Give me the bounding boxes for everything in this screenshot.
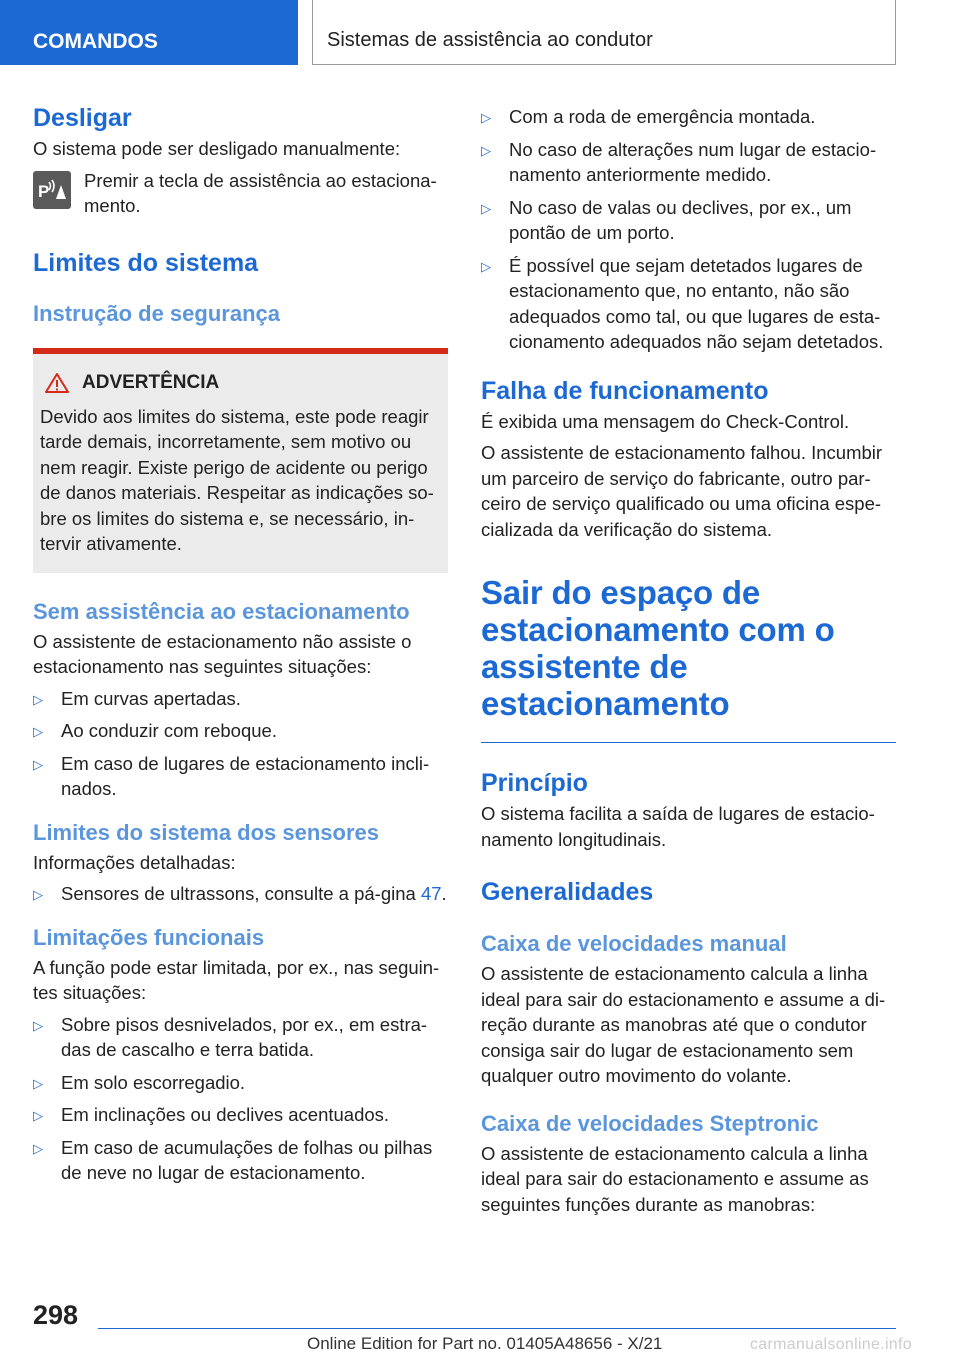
- falha-text-1: É exibida uma mensagem do Check-Control.: [481, 410, 850, 432]
- bullet-triangle-icon: ▷: [481, 142, 491, 158]
- list-item: ▷ Sensores de ultrassons, consulte a pá-gina 47.: [33, 881, 448, 907]
- list-item: ▷ Em curvas apertadas.: [33, 686, 448, 712]
- list-item: ▷ No caso de alterações num lugar de estacio-namento anteriormente medido.: [481, 138, 877, 185]
- page-number: 298: [33, 1300, 79, 1330]
- heading-caixa-steptronic: Caixa de velocidades Steptronic: [481, 1110, 819, 1136]
- bullet-triangle-icon: ▷: [481, 200, 491, 216]
- sem-assistencia-list: [33, 686, 448, 802]
- manual-text: O assistente de estacionamento calcula a linha ideal para sair do estacionamento e assume a di-reção durante as manobras até que o condutor consiga sair do lugar de estacionamento sem qualquer outro movimento do volante.: [481, 963, 886, 1086]
- header-chapter-label: Sistemas de assistência ao condutor: [327, 29, 653, 51]
- list-item: ▷ Em inclinações ou declives acentuados.: [33, 1102, 448, 1128]
- warning-box: [33, 348, 448, 573]
- warning-label: ADVERTÊNCIA: [82, 371, 220, 393]
- principio-text: O sistema facilita a saída de lugares de estacio-namento longitudinais.: [481, 803, 875, 850]
- list-item: ▷ No caso de valas ou declives, por ex., um pontão de um porto.: [481, 196, 852, 243]
- heading-sem-assistencia: Sem assistência ao estacionamento: [33, 598, 410, 624]
- heading-instrucao-seguranca: Instrução de segurança: [33, 300, 280, 326]
- warning-title: [44, 372, 440, 394]
- desligar-button-row: [33, 168, 448, 219]
- bullet-triangle-icon: ▷: [33, 724, 43, 739]
- bullet-triangle-icon: ▷: [33, 887, 43, 902]
- park-assist-button-icon: [33, 171, 71, 209]
- warning-text: Devido aos limites do sistema, este pode reagir tarde demais, incorretamente, sem motivo ou nem reagir. Existe perigo de acidente ou perigo de danos materiais. Respeitar as indicações so-bre os limites do sistema e, se necessário, in-tervir ativamente.: [40, 405, 434, 554]
- heading-limites-sensores: Limites do sistema dos sensores: [33, 819, 380, 845]
- bullet-triangle-icon: ▷: [33, 756, 43, 772]
- heading-caixa-manual: Caixa de velocidades manual: [481, 931, 787, 956]
- limitacoes-list: [33, 1012, 448, 1186]
- footer-edition: Online Edition for Part no. 01405A48656 - X/21: [307, 1334, 663, 1353]
- bullet-triangle-icon: ▷: [33, 1108, 43, 1123]
- bullet-triangle-icon: ▷: [481, 258, 491, 274]
- heading-principio: Princípio: [481, 769, 588, 797]
- warning-triangle-icon: [44, 372, 70, 394]
- falha-text-2: O assistente de estacionamento falhou. Incumbir um parceiro de serviço do fabricante, outro par-ceiro de serviço qualificado ou uma oficina espe-cializada da verificação do sistema.: [481, 442, 883, 540]
- section-divider: [481, 742, 896, 743]
- bullet-triangle-icon: ▷: [33, 1140, 43, 1156]
- left-column: [33, 100, 448, 1193]
- sensores-text: Informações detalhadas:: [33, 851, 236, 873]
- header-section-label: COMANDOS: [33, 30, 158, 53]
- limitacoes-text: A função pode estar limitada, por ex., nas seguin-tes situações:: [33, 956, 440, 1003]
- desligar-text: O sistema pode ser desligado manualmente:: [33, 138, 401, 159]
- bullet-triangle-icon: ▷: [33, 1017, 43, 1033]
- bullet-triangle-icon: ▷: [481, 110, 491, 125]
- footer-divider: [98, 1328, 896, 1329]
- heading-limites-sistema: Limites do sistema: [33, 248, 259, 277]
- sensores-list: [33, 881, 448, 907]
- list-item: ▷ Em solo escorregadio.: [33, 1070, 448, 1096]
- steptronic-text: O assistente de estacionamento calcula a linha ideal para sair do estacionamento e assume as seguintes funções durante as manobras:: [481, 1142, 869, 1215]
- list-item: ▷ Com a roda de emergência montada.: [481, 104, 896, 130]
- list-item: ▷ Ao conduzir com reboque.: [33, 718, 448, 744]
- header-section-tab: [0, 0, 298, 65]
- svg-text:P: P: [38, 181, 50, 201]
- list-item: ▷ Sobre pisos desnivelados, por ex., em estra-das de cascalho e terra batida.: [33, 1013, 428, 1060]
- heading-desligar: Desligar: [33, 104, 132, 132]
- header-chapter-box: [312, 0, 896, 65]
- desligar-button-text: Premir a tecla de assistência ao estaciona-mento.: [84, 169, 437, 216]
- heading-limitacoes-funcionais: Limitações funcionais: [33, 924, 265, 950]
- heading-falha-funcionamento: Falha de funcionamento: [481, 376, 769, 405]
- list-item: ▷ Em caso de acumulações de folhas ou pilhas de neve no lugar de estacionamento.: [33, 1136, 433, 1183]
- list-item: ▷ Em caso de lugares de estacionamento incli-nados.: [33, 752, 430, 799]
- bullet-triangle-icon: ▷: [33, 1075, 43, 1091]
- list-item: ▷ É possível que sejam detetados lugares de estacionamento que, no entanto, não são adequados como tal, ou que lugares de esta-cionamento adequados não sejam detetados.: [481, 254, 884, 352]
- heading-sair-espaco: Sair do espaço de estacionamento com o assistente de estacionamento: [481, 574, 835, 722]
- footer-watermark: carmanualsonline.info: [750, 1336, 912, 1353]
- sem-assistencia-text: O assistente de estacionamento não assiste o estacionamento nas seguintes situações:: [33, 630, 412, 677]
- situations-list: [481, 104, 896, 355]
- heading-generalidades: Generalidades: [481, 878, 654, 906]
- bullet-triangle-icon: ▷: [33, 691, 43, 707]
- page-ref-link[interactable]: 47: [420, 883, 442, 904]
- right-column: [481, 100, 896, 1217]
